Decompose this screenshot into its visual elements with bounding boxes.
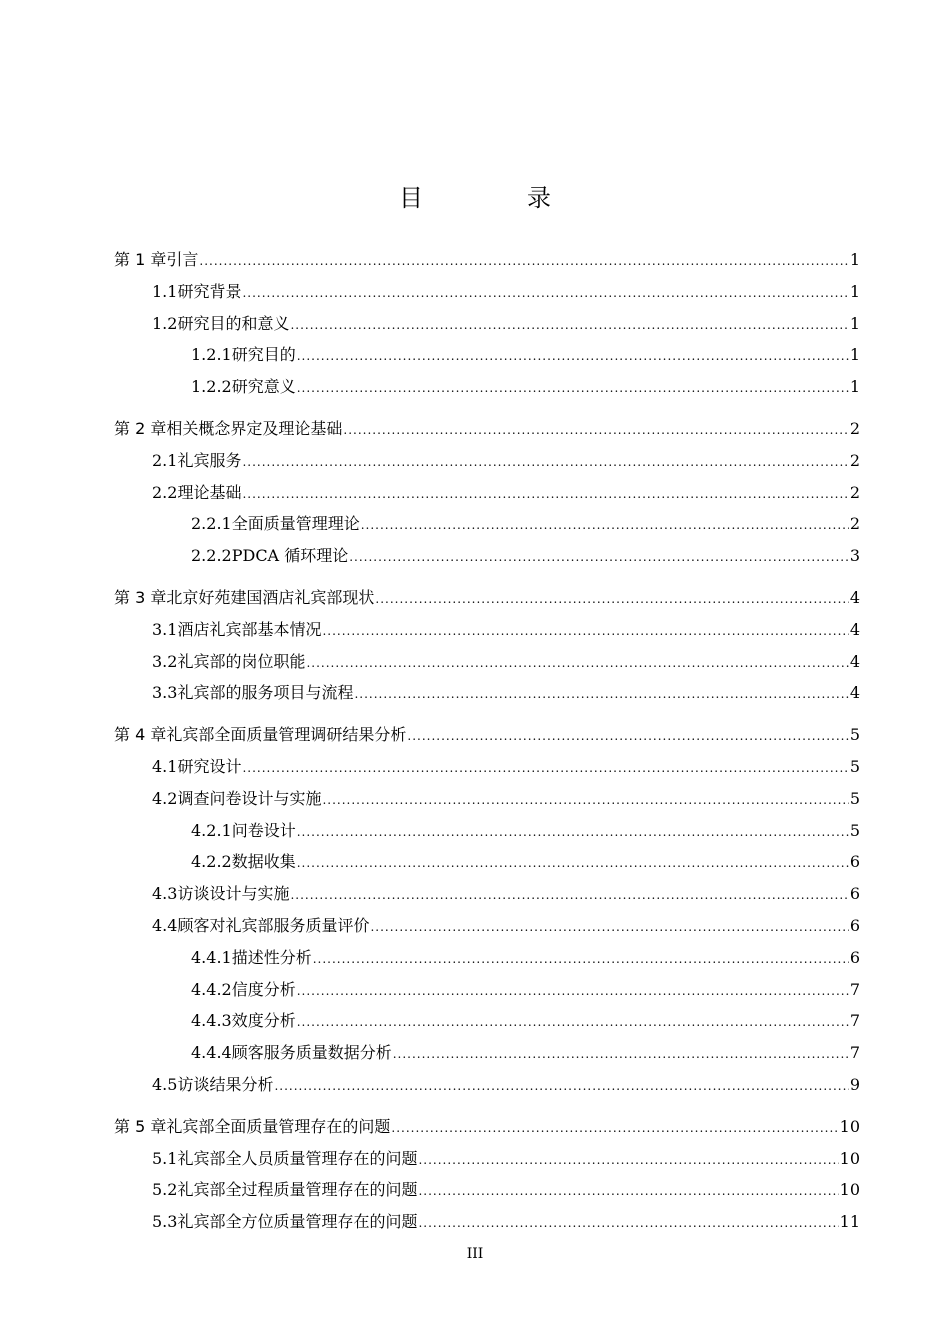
toc-number: 4.1 <box>152 757 178 776</box>
toc-page-number: 5 <box>849 820 860 840</box>
toc-section-entry[interactable] <box>152 309 860 339</box>
toc-title: 礼宾部的服务项目与流程 <box>177 683 354 703</box>
toc-title: 访谈结果分析 <box>177 1075 274 1094</box>
toc-title: 引言 <box>166 250 199 269</box>
toc-page-number: 3 <box>849 546 860 566</box>
toc-title: 描述性分析 <box>231 947 312 967</box>
toc-title: 访谈设计与实施 <box>177 884 290 904</box>
toc-number: 2.2 <box>152 482 178 502</box>
toc-leader-dots <box>306 648 848 678</box>
toc-title: 研究背景 <box>177 281 242 301</box>
toc-title: 礼宾部的岗位职能 <box>177 651 306 671</box>
toc-number: 4.4 <box>152 916 178 935</box>
toc-page-number: 1 <box>849 377 860 397</box>
toc-title: 理论基础 <box>177 482 242 502</box>
toc-number: 5.2 <box>152 1180 178 1200</box>
toc-page-number: 1 <box>849 281 860 301</box>
toc-title: 信度分析 <box>231 979 296 999</box>
toc-page-number: 4 <box>849 651 860 671</box>
toc-page-number: 1 <box>849 250 860 269</box>
toc-page-number: 6 <box>849 916 860 935</box>
toc-number: 1.2 <box>152 313 178 333</box>
page-title: 目 录 <box>399 184 591 212</box>
toc-leader-dots <box>322 616 848 646</box>
toc-chapter-entry[interactable] <box>114 414 860 444</box>
toc-number: 4.2.2 <box>191 852 232 872</box>
toc-leader-dots <box>313 944 849 974</box>
toc-chapter-entry[interactable] <box>114 245 860 275</box>
toc-title: 酒店礼宾部基本情况 <box>177 619 322 639</box>
toc-section-entry[interactable] <box>191 372 860 402</box>
toc-number: 2.1 <box>152 450 178 470</box>
toc-section-entry[interactable] <box>191 1038 860 1068</box>
toc-section-entry[interactable] <box>191 847 860 877</box>
toc-title: 问卷设计 <box>231 820 296 840</box>
toc-page-number: 5 <box>849 725 860 745</box>
toc-page-number: 4 <box>849 588 860 607</box>
toc-number: 5.1 <box>152 1148 178 1168</box>
toc-title: 研究意义 <box>231 377 296 397</box>
toc-number: 3.2 <box>152 651 178 671</box>
toc-page-number: 5 <box>849 757 860 776</box>
toc-leader-dots <box>242 753 848 783</box>
toc-section-entry[interactable] <box>152 446 860 476</box>
toc-page-number: 10 <box>839 1180 860 1200</box>
toc-leader-dots <box>290 880 848 910</box>
toc-leader-dots <box>274 1071 848 1101</box>
toc-section-entry[interactable] <box>191 509 860 539</box>
toc-page-number: 7 <box>849 1043 860 1063</box>
toc-section-entry[interactable] <box>152 647 860 677</box>
toc-page-number: 6 <box>849 884 860 904</box>
toc-section-entry[interactable] <box>152 478 860 508</box>
toc-page-number: 2 <box>849 482 860 502</box>
toc-number: 第 1 章 <box>114 250 167 269</box>
toc-number: 4.2.1 <box>191 820 232 840</box>
toc-title: 研究设计 <box>177 757 242 776</box>
toc-number: 3.1 <box>152 619 178 639</box>
toc-leader-dots <box>407 721 848 751</box>
toc-page-number: 4 <box>849 619 860 639</box>
toc-section-entry[interactable] <box>191 340 860 370</box>
toc-page-number: 10 <box>839 1116 860 1136</box>
toc-leader-dots <box>297 1007 849 1037</box>
toc-leader-dots <box>349 542 849 572</box>
toc-number: 2.2.1 <box>191 514 232 534</box>
toc-number: 第 3 章 <box>114 588 167 607</box>
toc-number: 4.4.2 <box>191 979 232 999</box>
toc-number: 4.4.3 <box>191 1011 232 1031</box>
toc-section-entry[interactable] <box>152 1207 860 1237</box>
toc-leader-dots <box>370 912 848 942</box>
toc-title: 礼宾部全人员质量管理存在的问题 <box>177 1148 418 1168</box>
toc-section-entry[interactable] <box>152 1144 860 1174</box>
toc-page-number: 1 <box>849 313 860 333</box>
toc-section-entry[interactable] <box>152 277 860 307</box>
toc-leader-dots <box>290 310 848 340</box>
toc-page-number: 11 <box>839 1212 860 1232</box>
toc-title: 顾客服务质量数据分析 <box>231 1043 392 1063</box>
toc-leader-dots <box>391 1113 838 1143</box>
toc-leader-dots <box>418 1176 838 1206</box>
toc-leader-dots <box>393 1039 849 1069</box>
toc-title: 礼宾部全面质量管理调研结果分析 <box>166 725 407 745</box>
toc-leader-dots <box>343 415 848 445</box>
toc-title: 调查问卷设计与实施 <box>177 788 322 808</box>
toc-page-number: 6 <box>849 947 860 967</box>
toc-number: 2.2.2 <box>191 546 232 566</box>
toc-title: 全面质量管理理论 <box>231 514 360 534</box>
toc-leader-dots <box>297 373 849 403</box>
toc-title: 顾客对礼宾部服务质量评价 <box>177 916 370 935</box>
toc-section-entry[interactable] <box>152 678 860 708</box>
toc-chapter-entry[interactable] <box>114 1112 860 1142</box>
toc-section-entry[interactable] <box>191 943 860 973</box>
toc-title: 研究目的 <box>231 345 296 365</box>
toc-title: 数据收集 <box>231 852 296 872</box>
toc-number: 1.2.2 <box>191 377 232 397</box>
toc-page-number: 5 <box>849 788 860 808</box>
toc-section-entry[interactable] <box>152 1070 860 1100</box>
toc-page-number: 7 <box>849 979 860 999</box>
toc-section-entry[interactable] <box>191 541 860 571</box>
toc-section-entry[interactable] <box>152 784 860 814</box>
toc-section-entry[interactable] <box>152 752 860 782</box>
toc-leader-dots <box>418 1145 838 1175</box>
toc-page-number: 6 <box>849 852 860 872</box>
toc-title: 相关概念界定及理论基础 <box>166 419 343 438</box>
toc-number: 4.4.4 <box>191 1043 232 1063</box>
toc-page-number: 9 <box>849 1075 860 1094</box>
toc-title: 研究目的和意义 <box>177 313 290 333</box>
toc-section-entry[interactable] <box>191 1006 860 1036</box>
toc-leader-dots <box>242 447 848 477</box>
toc-page-number: 10 <box>839 1148 860 1168</box>
toc-leader-dots <box>297 817 849 847</box>
toc-number: 1.1 <box>152 281 178 301</box>
toc-leader-dots <box>375 584 848 614</box>
toc-leader-dots <box>418 1208 838 1238</box>
toc-section-entry[interactable] <box>152 615 860 645</box>
toc-page-number: 2 <box>849 514 860 534</box>
toc-number: 第 4 章 <box>114 725 167 745</box>
toc-number: 第 5 章 <box>114 1116 167 1136</box>
toc-number: 4.5 <box>152 1075 178 1094</box>
toc-chapter-entry[interactable] <box>114 720 860 750</box>
page-number-footer: III <box>466 1246 484 1262</box>
toc-title: 礼宾部全方位质量管理存在的问题 <box>177 1212 418 1232</box>
toc-section-entry[interactable] <box>191 975 860 1005</box>
toc-title: 礼宾部全过程质量管理存在的问题 <box>177 1180 418 1200</box>
toc-number: 3.3 <box>152 683 178 703</box>
toc-leader-dots <box>242 278 848 308</box>
toc-number: 第 2 章 <box>114 419 167 438</box>
toc-page-number: 7 <box>849 1011 860 1031</box>
toc-section-entry[interactable] <box>152 911 860 941</box>
toc-number: 1.2.1 <box>191 345 232 365</box>
toc-chapter-entry[interactable] <box>114 583 860 613</box>
toc-leader-dots <box>242 479 848 509</box>
toc-number: 4.2 <box>152 788 178 808</box>
toc-number: 4.3 <box>152 884 178 904</box>
toc-number: 5.3 <box>152 1212 178 1232</box>
toc-section-entry[interactable] <box>152 879 860 909</box>
toc-section-entry[interactable] <box>191 816 860 846</box>
toc-page-number: 2 <box>849 419 860 438</box>
toc-title: 北京好苑建国酒店礼宾部现状 <box>166 588 375 607</box>
toc-title: 效度分析 <box>231 1011 296 1031</box>
toc-page-number: 4 <box>849 683 860 703</box>
toc-leader-dots <box>322 785 848 815</box>
toc-title: PDCA 循环理论 <box>231 546 349 566</box>
toc-leader-dots <box>297 341 849 371</box>
toc-section-entry[interactable] <box>152 1175 860 1205</box>
toc-page-number: 2 <box>849 450 860 470</box>
toc-leader-dots <box>354 679 848 709</box>
toc-page-number: 1 <box>849 345 860 365</box>
toc-title: 礼宾部全面质量管理存在的问题 <box>166 1116 391 1136</box>
toc-title: 礼宾服务 <box>177 450 242 470</box>
toc-leader-dots <box>199 246 848 276</box>
toc-number: 4.4.1 <box>191 947 232 967</box>
toc-leader-dots <box>297 976 849 1006</box>
toc-leader-dots <box>297 848 849 878</box>
toc-leader-dots <box>361 510 849 540</box>
